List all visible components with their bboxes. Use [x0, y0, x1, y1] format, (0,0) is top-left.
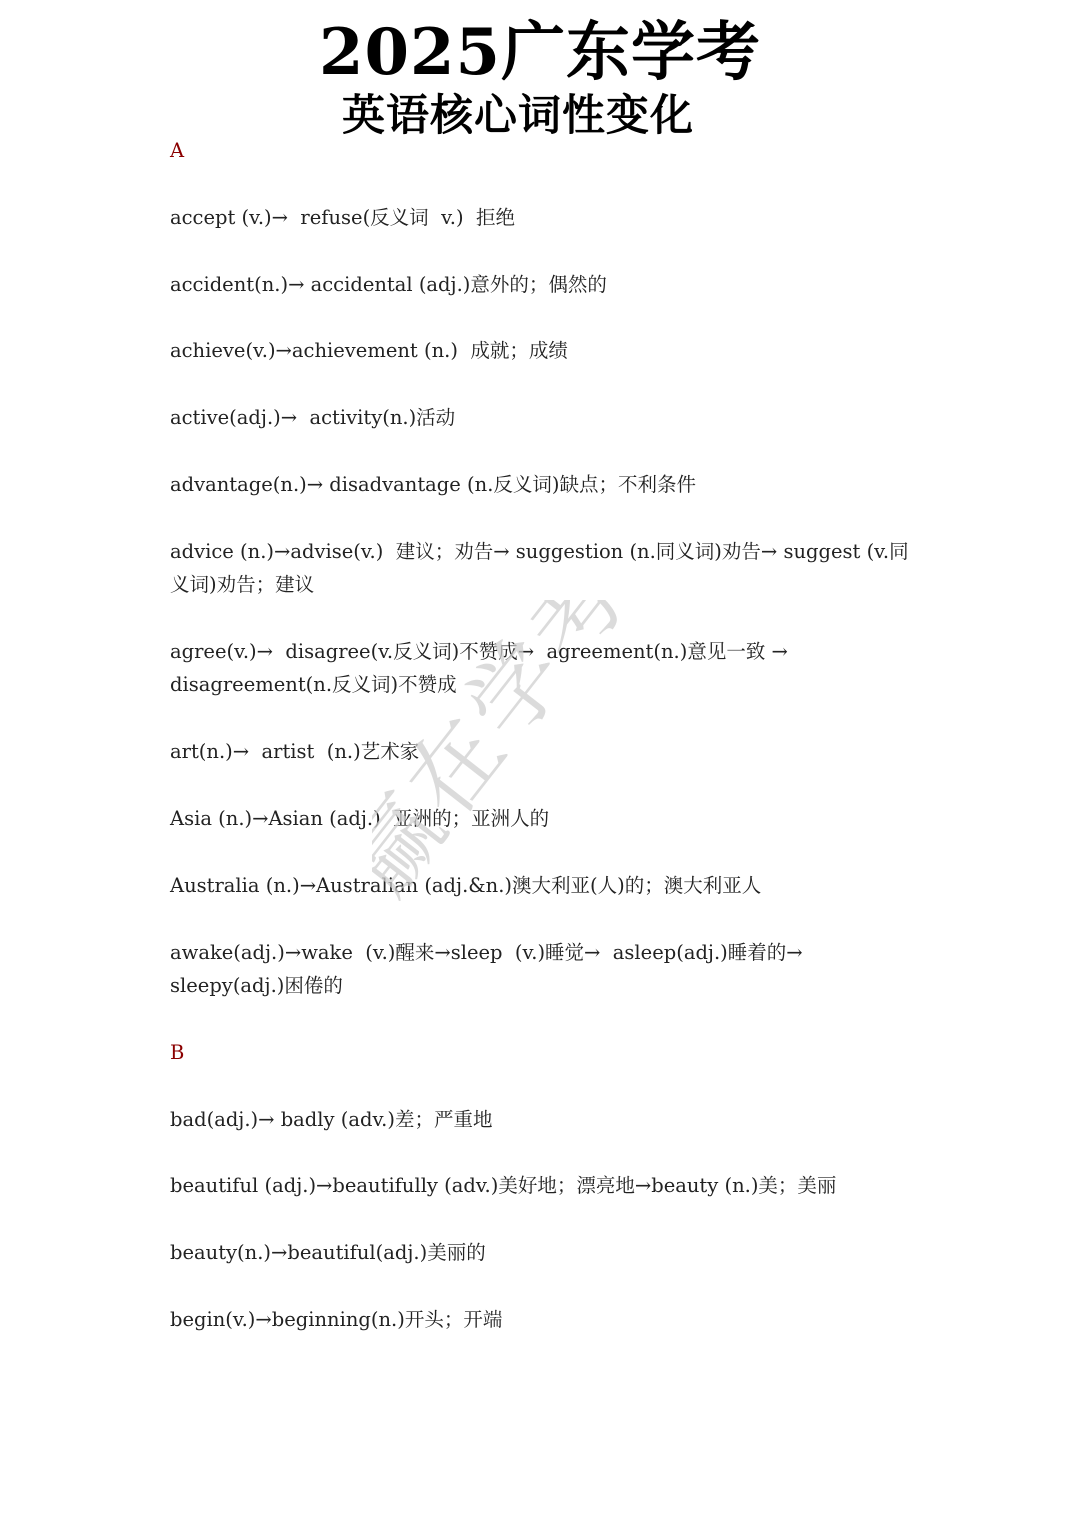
vocab-entry: Asia (n.)→Asian (adj.) 亚洲的；亚洲人的 [170, 806, 550, 830]
section-letter: B [170, 1040, 185, 1064]
section-letter: A [170, 139, 185, 162]
vocab-entry: beauty(n.)→beautiful(adj.)美丽的 [170, 1241, 486, 1265]
vocab-entry: bad(adj.)→ badly (adv.)差；严重地 [170, 1107, 493, 1131]
vocab-entry: accept (v.)→ refuse(反义词 v.) 拒绝 [170, 205, 515, 229]
vocab-entry: advantage(n.)→ disadvantage (n.反义词)缺点；不利条件 [170, 472, 696, 496]
vocab-entry: awake(adj.)→wake (v.)醒来→sleep (v.)睡觉→ asleep(adj.)睡着的→ sleepy(adj.)困倦的 [170, 940, 816, 997]
page-subtitle: 英语核心词性变化 [342, 91, 694, 141]
vocab-entry: begin(v.)→beginning(n.)开头；开端 [170, 1307, 503, 1331]
vocabulary-content [170, 134, 915, 1370]
vocab-entry: agree(v.)→ disagree(v.反义词)不赞成→ agreement(n.)意见一致 → disagreement(n.反义词)不赞成 [170, 639, 801, 697]
section-b [170, 1036, 915, 1337]
page-title: 2025广东学考 [318, 15, 762, 90]
vocab-entry: art(n.)→ artist (n.)艺术家 [170, 740, 420, 764]
vocab-entry: beautiful (adj.)→beautifully (adv.)美好地；漂亮地→beauty (n.)美；美丽 [170, 1174, 837, 1198]
vocab-entry: accident(n.)→ accidental (adj.)意外的；偶然的 [170, 272, 607, 296]
section-a [170, 134, 915, 1002]
vocab-entry: advice (n.)→advise(v.) 建议；劝告→ suggestion (n.同义词)劝告→ suggest (v.同义词)劝告；建议 [170, 539, 909, 597]
vocab-entry: achieve(v.)→achievement (n.) 成就；成绩 [170, 339, 568, 363]
watermark-text: 赢在学考 [372, 600, 651, 914]
vocab-entry: Australia (n.)→Australian (adj.&n.)澳大利亚(人)的；澳大利亚人 [170, 873, 762, 897]
vocab-entry: active(adj.)→ activity(n.)活动 [170, 406, 456, 430]
